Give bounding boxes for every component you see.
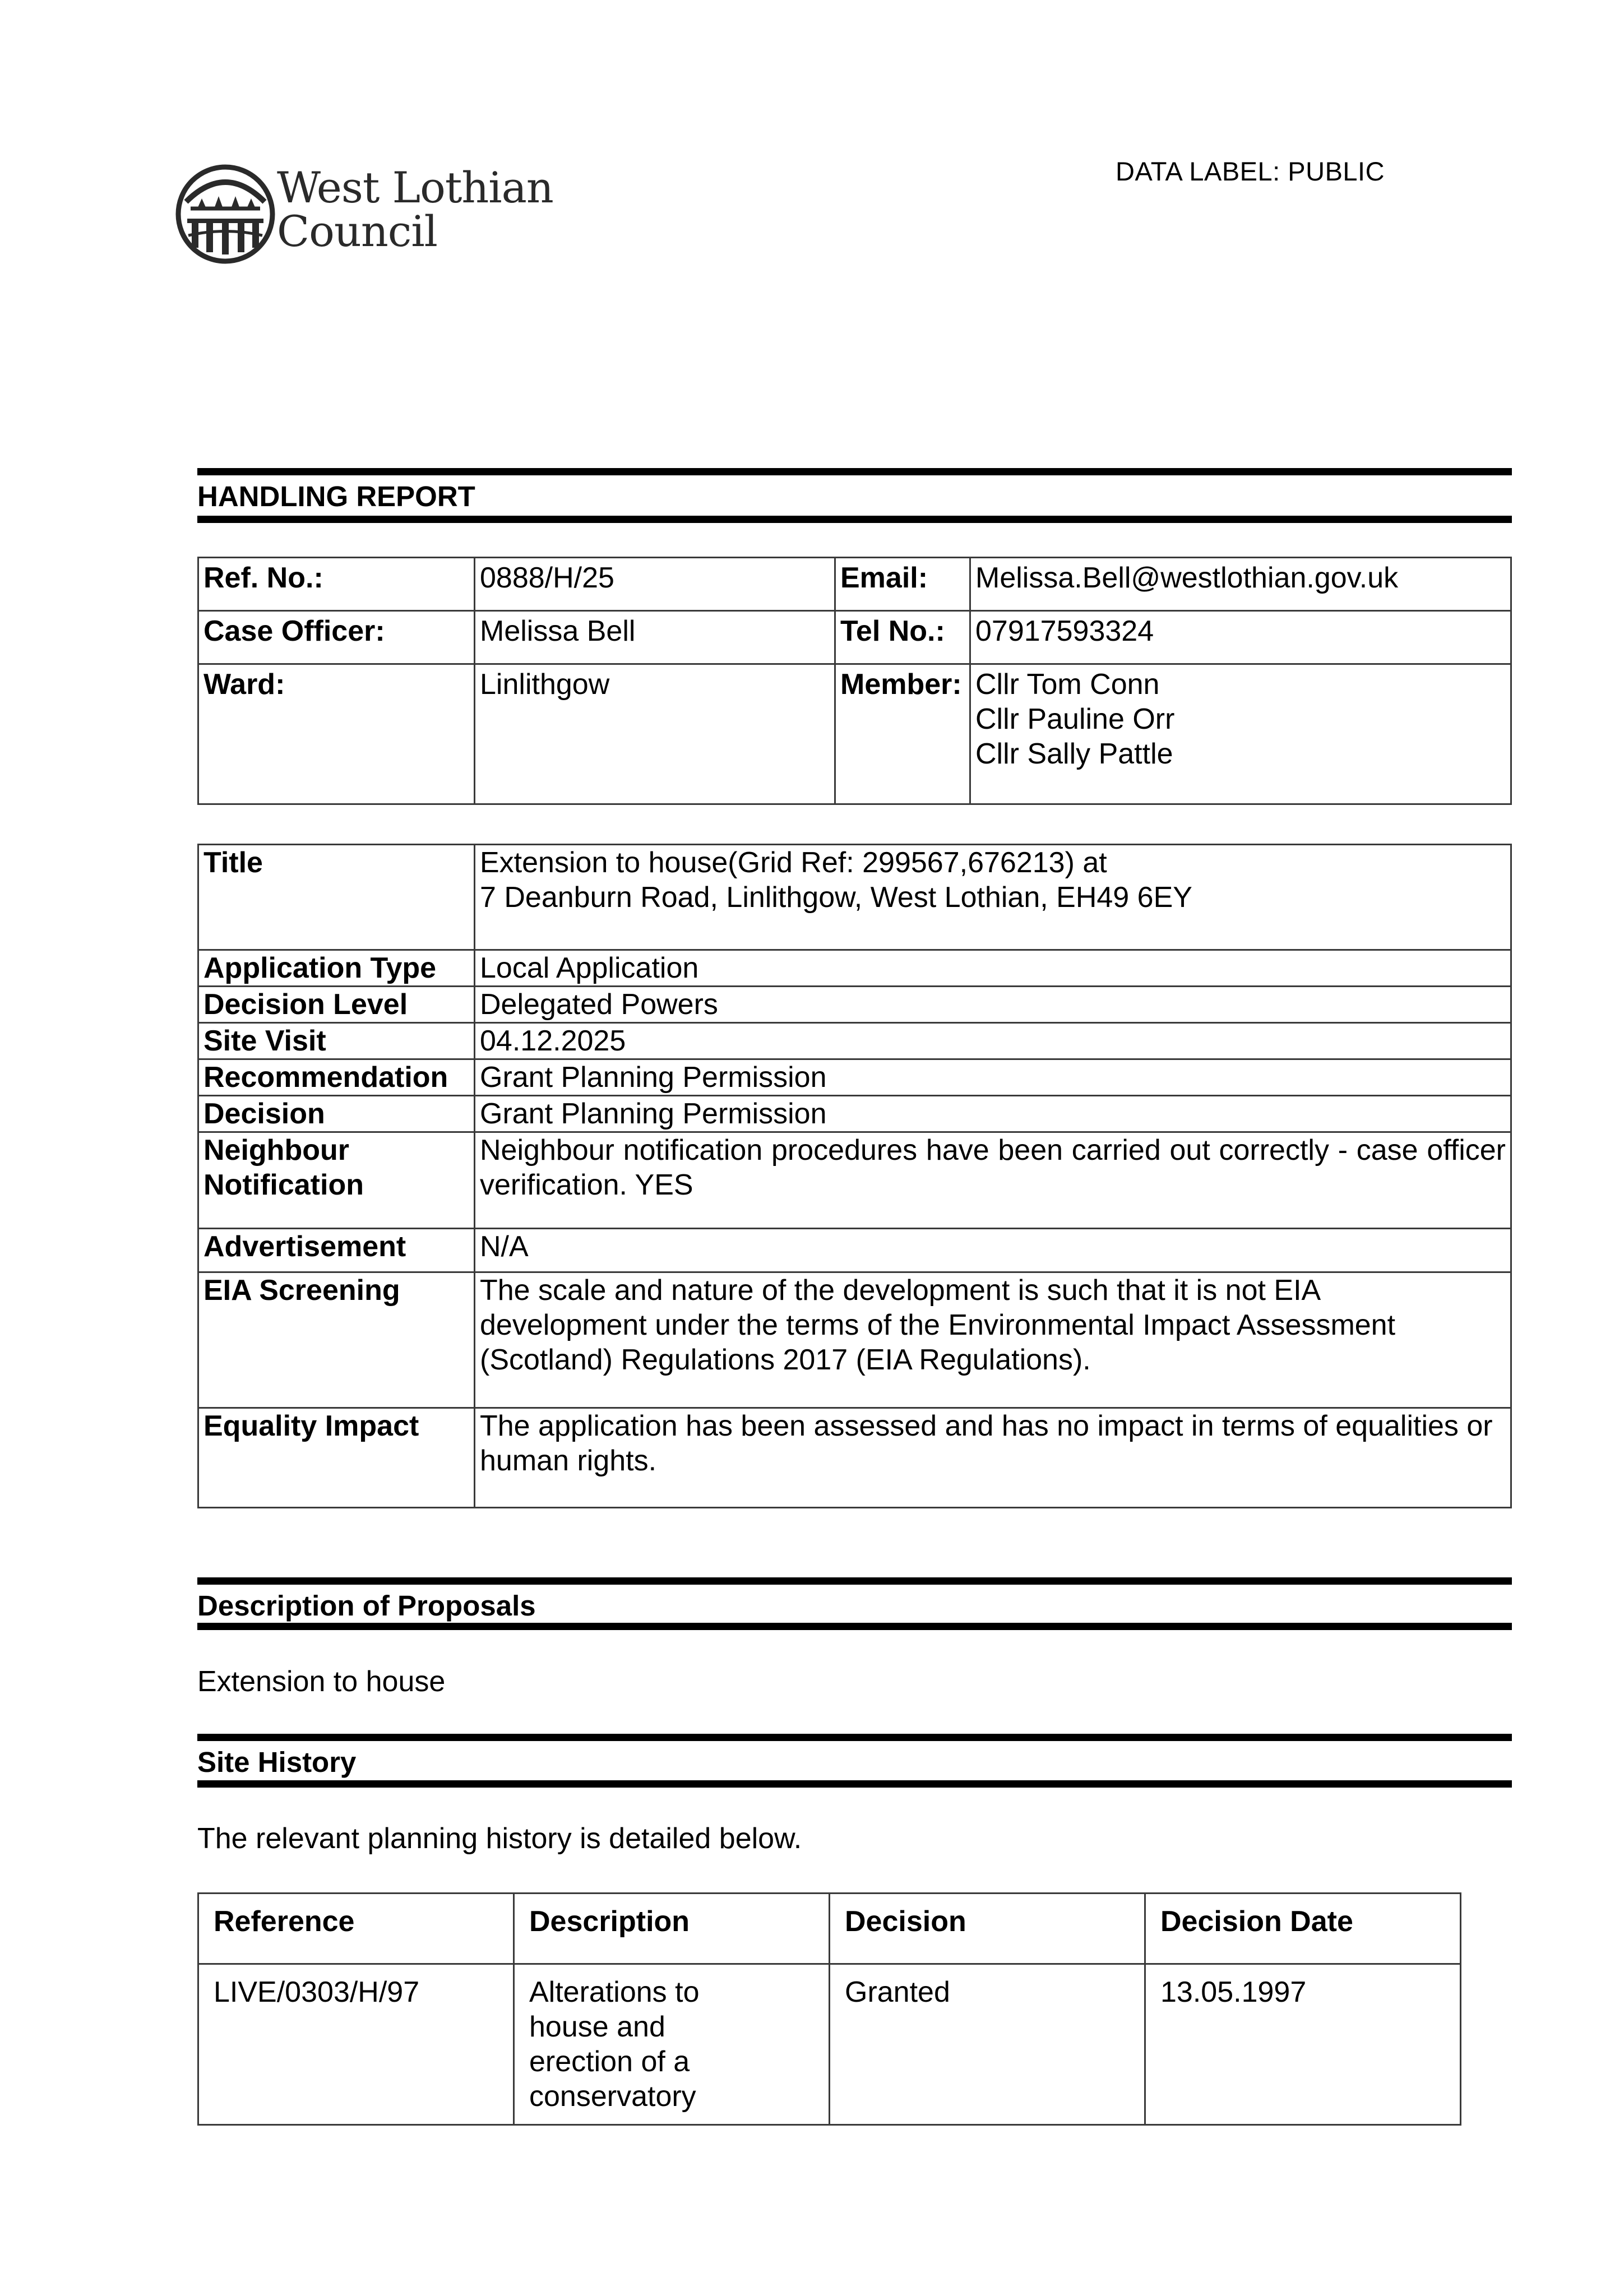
member-name: Cllr Tom Conn — [975, 668, 1160, 701]
table-row — [198, 1964, 1461, 2125]
table-row — [198, 1059, 1511, 1096]
column-header-reference: Reference — [198, 1894, 514, 1964]
table-row — [198, 1023, 1511, 1059]
neighbour-label-line-2: Notification — [203, 1169, 364, 1201]
case-officer-label: Case Officer: — [198, 611, 475, 664]
data-label: DATA LABEL: PUBLIC — [1116, 156, 1385, 186]
email-label: Email: — [835, 558, 970, 611]
ward-label: Ward: — [198, 664, 475, 804]
table-row — [198, 664, 1511, 804]
table-row — [198, 1132, 1511, 1229]
neighbour-notification-label — [198, 1132, 475, 1229]
member-name: Cllr Pauline Orr — [975, 703, 1175, 735]
table-row — [198, 1096, 1511, 1132]
history-description — [514, 1964, 830, 2125]
tel-value: 07917593324 — [970, 611, 1511, 664]
ward-value: Linlithgow — [475, 664, 835, 804]
advertisement-value: N/A — [475, 1229, 1511, 1272]
proposals-heading-text: Description of Proposals — [197, 1590, 536, 1622]
handling-report-heading — [197, 468, 1512, 523]
decision-label: Decision — [198, 1096, 475, 1132]
table-row — [198, 1408, 1511, 1508]
table-row — [198, 558, 1511, 611]
eia-line-3: (Scotland) Regulations 2017 (EIA Regulations). — [480, 1344, 1091, 1376]
history-decision-date: 13.05.1997 — [1145, 1964, 1461, 2125]
logo-line-1: West Lothian — [277, 163, 553, 212]
table-row — [198, 1229, 1511, 1272]
report-title: HANDLING REPORT — [197, 480, 475, 512]
history-description-line: house and — [529, 2011, 665, 2043]
tel-label: Tel No.: — [835, 611, 970, 664]
proposals-text: Extension to house — [197, 1665, 446, 1698]
column-header-decision-date: Decision Date — [1145, 1894, 1461, 1964]
eia-screening-label: EIA Screening — [198, 1272, 475, 1408]
site-history-heading-text: Site History — [197, 1746, 357, 1778]
history-description-line: conservatory — [529, 2080, 696, 2113]
logo-line-2: Council — [277, 206, 437, 256]
decision-level-label: Decision Level — [198, 987, 475, 1023]
table-row — [198, 987, 1511, 1023]
column-header-decision: Decision — [830, 1894, 1145, 1964]
recommendation-value: Grant Planning Permission — [475, 1059, 1511, 1096]
neighbour-label-line-1: Neighbour — [203, 1134, 349, 1166]
viaduct-emblem-icon — [175, 163, 276, 266]
site-history-table — [197, 1892, 1461, 2126]
case-officer-value: Melissa Bell — [475, 611, 835, 664]
email-value: Melissa.Bell@westlothian.gov.uk — [970, 558, 1511, 611]
history-reference: LIVE/0303/H/97 — [198, 1964, 514, 2125]
decision-value: Grant Planning Permission — [475, 1096, 1511, 1132]
title-line-2: 7 Deanburn Road, Linlithgow, West Lothian, EH49 6EY — [480, 881, 1192, 914]
ref-label: Ref. No.: — [198, 558, 475, 611]
member-label: Member: — [835, 664, 970, 804]
history-description-line: Alterations to — [529, 1976, 700, 2008]
table-header-row — [198, 1894, 1461, 1964]
column-header-description: Description — [514, 1894, 830, 1964]
eia-screening-value — [475, 1272, 1511, 1408]
table-row — [198, 611, 1511, 664]
table-row — [198, 845, 1511, 950]
application-type-label: Application Type — [198, 950, 475, 987]
equality-impact-label: Equality Impact — [198, 1408, 475, 1508]
advertisement-label: Advertisement — [198, 1229, 475, 1272]
title-value — [475, 845, 1511, 950]
decision-level-value: Delegated Powers — [475, 987, 1511, 1023]
recommendation-label: Recommendation — [198, 1059, 475, 1096]
site-visit-label: Site Visit — [198, 1023, 475, 1059]
title-label: Title — [198, 845, 475, 950]
eia-line-2: development under the terms of the Environmental Impact Assessment — [480, 1309, 1396, 1341]
table-row — [198, 950, 1511, 987]
neighbour-notification-value: Neighbour notification procedures have been carried out correctly - case officer verification. YES — [475, 1132, 1511, 1229]
history-description-line: erection of a — [529, 2045, 690, 2078]
council-logo — [175, 163, 556, 266]
site-history-heading — [197, 1734, 1512, 1788]
site-history-intro: The relevant planning history is detailed below. — [197, 1822, 802, 1855]
eia-line-1: The scale and nature of the development is such that it is not EIA — [480, 1274, 1321, 1307]
proposals-heading — [197, 1577, 1512, 1630]
officer-details-table — [197, 557, 1512, 805]
site-visit-value: 04.12.2025 — [475, 1023, 1511, 1059]
ref-value: 0888/H/25 — [475, 558, 835, 611]
members-list — [970, 664, 1511, 804]
application-details-table — [197, 844, 1512, 1508]
equality-impact-value: The application has been assessed and has no impact in terms of equalities or human rights. — [475, 1408, 1511, 1508]
member-name: Cllr Sally Pattle — [975, 738, 1173, 770]
title-line-1: Extension to house(Grid Ref: 299567,676213) at — [480, 846, 1107, 879]
table-row — [198, 1272, 1511, 1408]
history-decision: Granted — [830, 1964, 1145, 2125]
application-type-value: Local Application — [475, 950, 1511, 987]
logo-wordmark — [277, 163, 553, 256]
